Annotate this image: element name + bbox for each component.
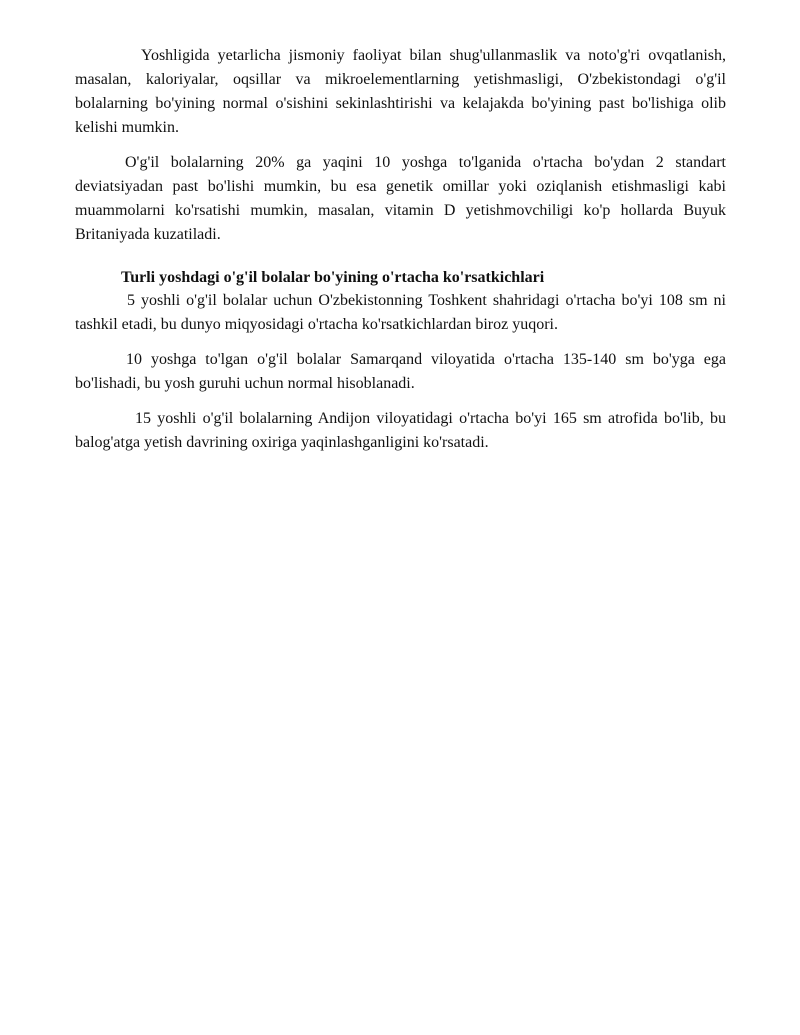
paragraph-4: 10 yoshga to'lgan o'g'il bolalar Samarqand viloyatida o'rtacha 135-140 sm bo'yga ega bo'lishadi, bu yosh guruhi uchun normal hisoblanadi. [75,351,726,392]
document-page [75,44,726,455]
paragraph-5: 15 yoshli o'g'il bolalarning Andijon viloyatidagi o'rtacha bo'yi 165 sm atrofida bo'lib, bu balog'atga yetish davrining oxiriga yaqinlashganligini ko'rsatadi. [75,410,726,451]
paragraph-2: O'g'il bolalarning 20% ga yaqini 10 yoshga to'lganida o'rtacha bo'ydan 2 standart deviatsiyadan past bo'lishi mumkin, bu esa genetik omillar yoki oziqlanish etishmasligi kabi muammolarni ko'rsatishi mumkin, masalan, vitamin D yetishmovchiligi ko'p hollarda Buyuk Britaniyada kuzatiladi. [75,154,726,243]
paragraph-3: 5 yoshli o'g'il bolalar uchun O'zbekistonning Toshkent shahridagi o'rtacha bo'yi 108 sm ni tashkil etadi, bu dunyo miqyosidagi o'rtacha ko'rsatkichlardan biroz yuqori. [75,292,726,333]
section-heading: Turli yoshdagi o'g'il bolalar bo'yining o'rtacha ko'rsatkichlari [121,269,545,286]
paragraph-1: Yoshligida yetarlicha jismoniy faoliyat bilan shug'ullanmaslik va noto'g'ri ovqatlanish, masalan, kaloriyalar, oqsillar va mikroelementlarning yetishmasligi, O'zbekistondagi o'g'il bolalarning bo'yining normal o'sishini sekinlashtirishi va kelajakda bo'yining past bo'lishiga olib kelishi mumkin. [75,47,726,136]
